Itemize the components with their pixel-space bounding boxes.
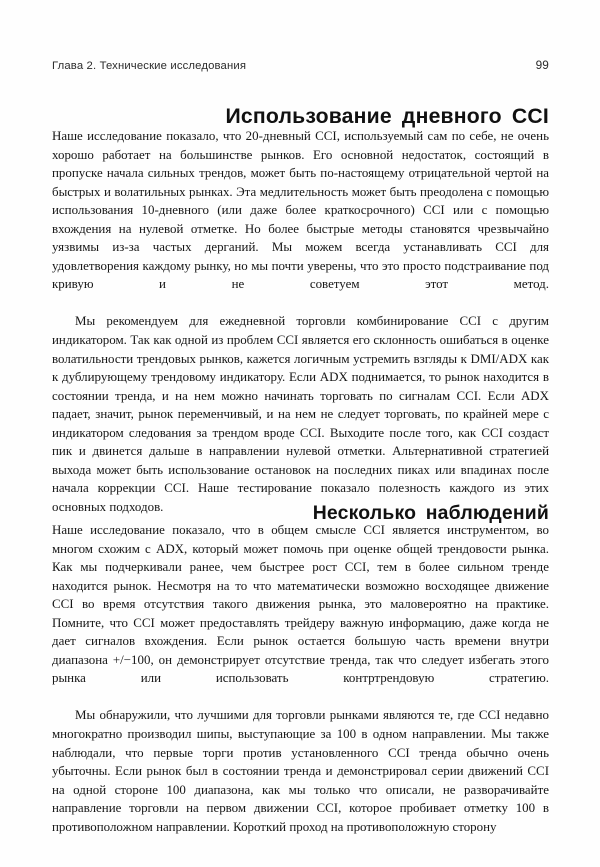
section-title-observations: Несколько наблюдений: [312, 502, 549, 525]
body-text-block-two: [52, 521, 549, 836]
paragraph: Мы обнаружили, что лучшими для торговли рынками являются те, где CCI недавно многократно производил шипы, выступающие за 100 в одном направлении. Мы также наблюдали, что первые торги против установленного CCI тренда обычно очень убыточны. Если рынок был в состоянии тренда и демонстрировал серии движений CCI на одной стороне 100 диапазона, как мы только что описали, не разворачивайте направление торговли на первом движении CCI, которое пробивает отметку 100 в противоположном направлении. Короткий проход на противоположную сторону: [52, 707, 549, 834]
chapter-label: Глава 2. Технические исследования: [52, 60, 247, 72]
paragraph: Мы рекомендуем для ежедневной торговли комбинирование CCI с другим индикатором. Так как одной из проблем CCI является его склонность ошибаться в оценке волатильности трендовых рынков, кажется логичным устремить взгляды к DMI/ADX как к дублирующему трендовому индикатору. Если ADX поднимается, то рынок находится в состоянии тренда, и на нем можно начинать торговать по сигналам CCI. Если ADX падает, значит, рынок переменчивый, и на нем не следует торговать, по крайней мере с индикатором следования за трендом вроде CCI. Выходите после того, как CCI создаст пик и двинется дальше в направлении нулевой отметки. Альтернативной стратегией выхода может быть использование остановок на последних пиках или впадинах после начала коррекции CCI. Наше тестирование показало полезность каждого из этих основных подходов.: [52, 313, 549, 514]
page-number: 99: [535, 58, 549, 72]
body-text-block-one: [52, 127, 549, 516]
running-head: [52, 58, 549, 72]
paragraph: Наше исследование показало, что в общем смысле CCI является инструментом, во многом схожим с ADX, который может помочь при оценке общей трендовости рынка. Как мы подчеркивали ранее, чем быстрее рост CCI, тем в более сильном тренде находится рынок. Несмотря на то что математически возможно восходящее движение CCI во время отсутствия такого движения рынка, это маловероятно на практике. Помните, что CCI может предоставлять трейдеру важную информацию, даже когда не дает сигналов вхождения. Если рынок остается большую часть времени внутри диапазона +/−100, он демонстрирует отсутствие тренда, так что следует избегать этого рынка или использовать контртрендовую стратегию.: [52, 522, 549, 686]
page-title: Использование дневного CCI: [225, 105, 549, 129]
paragraph: Наше исследование показало, что 20-дневный CCI, используемый сам по себе, не очень хорошо работает на большинстве рынков. Его основной недостаток, состоящий в пропуске начала сильных трендов, может быть по-настоящему отрицательной чертой на быстрых и волатильных рынках. Эта медлительность может быть преодолена с помощью использования 10-дневного (или даже более краткосрочного) CCI или с помощью вхождения на нулевой отметке. Но более быстрые методы становятся чрезвычайно уязвимы из-за частых дерганий. Мы можем всегда устанавливать CCI для удовлетворения каждому рынку, но мы почти уверены, что это просто подстраивание под кривую и не советуем этот метод.: [52, 128, 549, 292]
